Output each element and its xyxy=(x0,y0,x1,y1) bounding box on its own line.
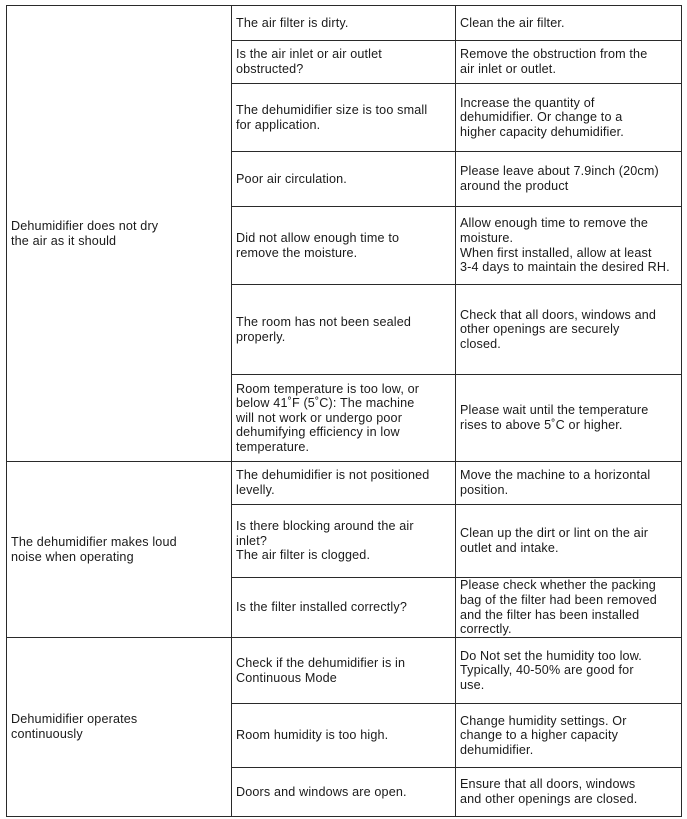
cause-cell: Doors and windows are open. xyxy=(232,768,456,817)
solution-cell: Please wait until the temperature rises to above 5˚C or higher. xyxy=(456,375,682,462)
solution-cell: Check that all doors, windows and other openings are securely closed. xyxy=(456,285,682,375)
solution-cell: Increase the quantity of dehumidifier. Or change to a higher capacity dehumidifier. xyxy=(456,84,682,152)
cause-cell: Room humidity is too high. xyxy=(232,704,456,768)
cause-cell: Did not allow enough time to remove the moisture. xyxy=(232,207,456,285)
cause-cell: Is the air inlet or air outlet obstructed? xyxy=(232,41,456,84)
solution-cell: Clean the air filter. xyxy=(456,6,682,41)
solution-cell: Clean up the dirt or lint on the air outlet and intake. xyxy=(456,505,682,578)
cause-cell: Check if the dehumidifier is in Continuous Mode xyxy=(232,638,456,704)
solution-cell: Move the machine to a horizontal position. xyxy=(456,462,682,505)
cause-cell: The air filter is dirty. xyxy=(232,6,456,41)
table-row xyxy=(7,462,682,505)
cause-cell: Is the filter installed correctly? xyxy=(232,578,456,638)
cause-cell: The dehumidifier size is too small for application. xyxy=(232,84,456,152)
cause-cell: The dehumidifier is not positioned levelly. xyxy=(232,462,456,505)
solution-cell: Do Not set the humidity too low. Typically, 40-50% are good for use. xyxy=(456,638,682,704)
troubleshooting-table xyxy=(6,5,682,817)
solution-cell: Please check whether the packing bag of the filter had been removed and the filter has been installed correctly. xyxy=(456,578,682,638)
table-row xyxy=(7,6,682,41)
solution-cell: Please leave about 7.9inch (20cm) around the product xyxy=(456,152,682,207)
solution-cell: Remove the obstruction from the air inlet or outlet. xyxy=(456,41,682,84)
table-row xyxy=(7,638,682,704)
problem-cell: Dehumidifier operates continuously xyxy=(7,638,232,817)
cause-cell: Room temperature is too low, or below 41˚F (5˚C): The machine will not work or undergo poor dehumifying efficiency in low temperature. xyxy=(232,375,456,462)
cause-cell: The room has not been sealed properly. xyxy=(232,285,456,375)
problem-cell: Dehumidifier does not dry the air as it should xyxy=(7,6,232,462)
problem-cell: The dehumidifier makes loud noise when operating xyxy=(7,462,232,638)
solution-cell: Allow enough time to remove the moisture. When first installed, allow at least 3-4 days to maintain the desired RH. xyxy=(456,207,682,285)
cause-cell: Is there blocking around the air inlet? The air filter is clogged. xyxy=(232,505,456,578)
solution-cell: Ensure that all doors, windows and other openings are closed. xyxy=(456,768,682,817)
cause-cell: Poor air circulation. xyxy=(232,152,456,207)
solution-cell: Change humidity settings. Or change to a higher capacity dehumidifier. xyxy=(456,704,682,768)
